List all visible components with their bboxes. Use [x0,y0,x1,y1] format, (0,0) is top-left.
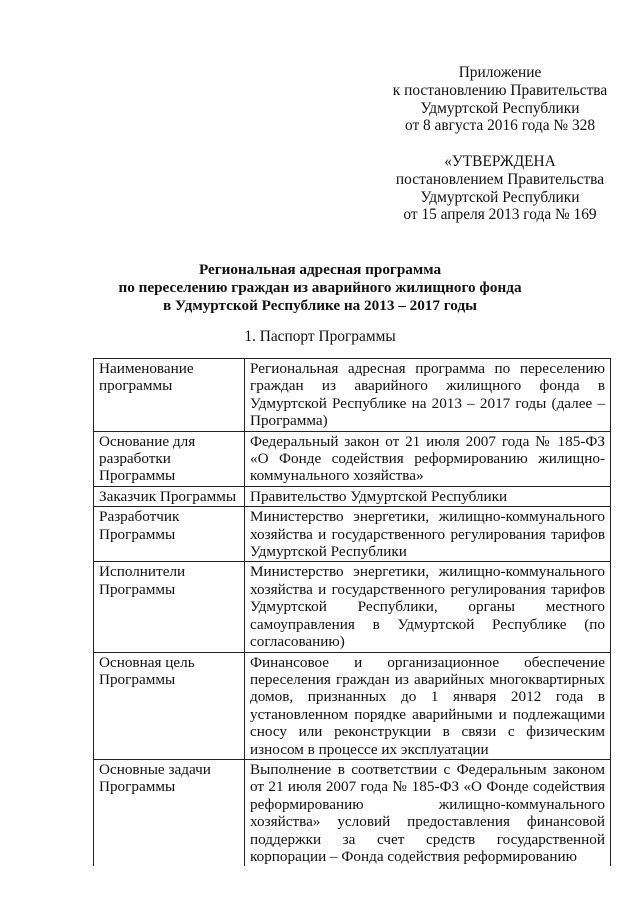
appendix-line: от 8 августа 2016 года № 328 [404,117,596,135]
title-line: Региональная адресная программа [198,261,442,278]
row-label: Заказчик Программы [94,486,245,506]
row-label: Разработчик Программы [94,507,245,562]
section-heading: 1. Паспорт Программы [244,328,396,345]
row-value: Региональная адресная программа по переселению граждан из аварийного жилищного фонда в Удмуртской Республике на 2013 – 2017 годы (далее – Программа) [245,359,611,432]
row-label: Основная цель Программы [94,652,245,759]
appendix-line: Приложение [458,64,542,81]
row-value: Министерство энергетики, жилищно-коммунального хозяйства и государственного регулирования тарифов Удмуртской Республики, органы местного самоуправления в Удмуртской Республике (по согласованию) [245,562,611,652]
approval-line: Удмуртской Республики [420,188,580,206]
row-label: Наименование программы [94,359,245,432]
table-row [94,652,611,759]
row-value: Выполнение в соответствии с Федеральным законом от 21 июля 2007 года № 185-ФЗ «О Фонде содействия реформированию жилищно-коммунального хозяйства» условий предоставления финансовой поддержки за счет средств государственной корпорации – Фонда содействия реформированию [245,759,611,866]
program-title [0,261,640,314]
row-value: Финансовое и организационное обеспечение переселения граждан из аварийных многоквартирных домов, признанных до 1 января 2012 года в установленном порядке аварийными и подлежащими сносу или реконструкции в связи с физическим износом в процессе их эксплуатации [245,652,611,759]
appendix-line: к постановлению Правительства [392,81,608,99]
table-row [94,486,611,506]
appendix-line: Удмуртской Республики [420,99,580,117]
table-row [94,359,611,432]
row-label: Основные задачи Программы [94,759,245,866]
passport-table [93,358,611,866]
table-row [94,759,611,866]
row-label: Исполнители Программы [94,562,245,652]
row-label: Основание для разработки Программы [94,431,245,486]
approval-stamp-text [380,153,620,224]
table-row [94,562,611,652]
appendix-header [380,64,620,135]
row-value: Правительство Удмуртской Республики [245,486,611,506]
title-line: в Удмуртской Республике на 2013 – 2017 годы [162,296,477,314]
row-value: Федеральный закон от 21 июля 2007 года № 185-ФЗ «О Фонде содействия реформированию жилищно-коммунального хозяйства» [245,431,611,486]
row-value: Министерство энергетики, жилищно-коммунального хозяйства и государственного регулирования тарифов Удмуртской Республики [245,507,611,562]
approval-line: «УТВЕРЖДЕНА [444,153,556,170]
approval-line: от 15 апреля 2013 года № 169 [403,206,597,224]
table-row [94,431,611,486]
title-line: по переселению граждан из аварийного жилищного фонда [118,278,522,296]
approval-line: постановлением Правительства [395,170,605,188]
table-row [94,507,611,562]
